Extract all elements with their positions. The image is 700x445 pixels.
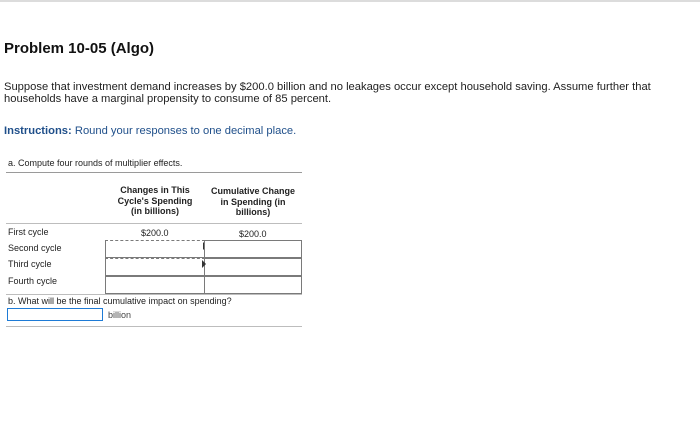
table-top-rule <box>6 172 302 173</box>
column-header-change-line-3: (in billions) <box>131 206 179 216</box>
fourth-cycle-change-input[interactable] <box>105 276 205 294</box>
first-cycle-cumulative-value: $200.0 <box>239 229 267 239</box>
instructions <box>4 125 296 137</box>
column-header-cumulative-line-3: billions) <box>235 207 271 217</box>
second-cycle-change-input[interactable] <box>105 240 205 258</box>
column-header-cumulative-line-2: in Spending (in <box>220 196 286 207</box>
column-header-change-line-2: Cycle's Spending <box>117 195 193 206</box>
row-label-second: Second cycle <box>8 243 62 253</box>
column-header-change-line-1: Changes in This <box>120 185 190 195</box>
part-b-bottom-rule <box>6 326 302 327</box>
final-impact-unit: billion <box>108 310 132 320</box>
row-label-fourth: Fourth cycle <box>8 276 58 286</box>
second-cycle-cumulative-input[interactable] <box>204 240 302 258</box>
top-border <box>0 0 700 2</box>
third-cycle-change-input[interactable] <box>105 258 205 276</box>
first-cycle-change-value: $200.0 <box>141 228 169 238</box>
row-label-third: Third cycle <box>8 259 52 269</box>
instructions-label: Instructions: <box>4 125 72 137</box>
page-title: Problem 10-05 (Algo) <box>4 40 155 57</box>
table-bottom-rule <box>6 294 302 295</box>
column-header-change <box>106 185 204 217</box>
final-impact-input[interactable] <box>7 308 103 321</box>
part-a-prompt: a. Compute four rounds of multiplier effects. <box>8 158 183 168</box>
row-label-first: First cycle <box>8 227 49 237</box>
header-divider <box>6 223 302 224</box>
problem-text: Suppose that investment demand increases by $200.0 billion and no leakages occur except household saving. Assume further that households have a marginal propensity to consume of 85 percent. <box>4 81 651 105</box>
instructions-text: Round your responses to one decimal place. <box>71 125 297 137</box>
third-cycle-cumulative-input[interactable] <box>204 258 302 276</box>
column-header-cumulative-line-1: Cumulative Change <box>210 186 295 196</box>
dropdown-caret-icon <box>202 260 206 268</box>
fourth-cycle-cumulative-input[interactable] <box>204 276 302 294</box>
part-b-prompt: b. What will be the final cumulative impact on spending? <box>8 296 232 306</box>
column-header-cumulative <box>204 186 302 218</box>
